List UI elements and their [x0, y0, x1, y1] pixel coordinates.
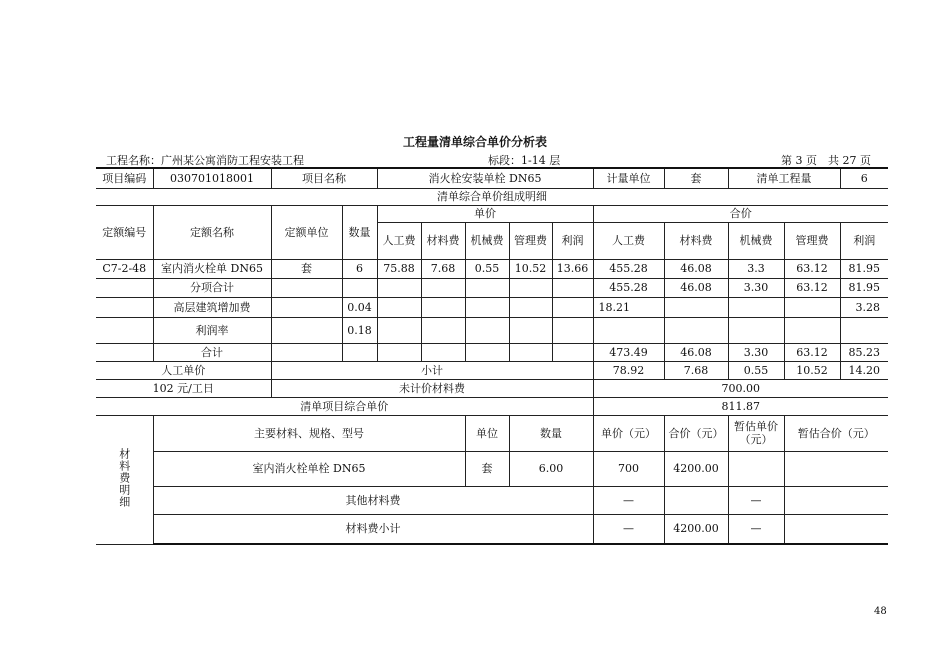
cell: [342, 343, 377, 361]
quota-name: 室内消火栓单 DN65: [153, 259, 271, 278]
cell: [509, 317, 552, 343]
cell: [784, 297, 840, 317]
cell: [664, 317, 728, 343]
cell: [552, 343, 593, 361]
col-material-unit: 单位: [465, 415, 509, 451]
materials-side-text: 材料费明细: [117, 448, 131, 508]
row-label: 小计: [271, 361, 593, 379]
cell: [664, 297, 728, 317]
table-row: [96, 486, 888, 514]
material-qty: 6.00: [509, 451, 593, 486]
cell: —: [728, 514, 784, 544]
cell: 78.92: [593, 361, 664, 379]
col-u-mgmt: 管理费: [509, 222, 552, 259]
table-row: [96, 317, 888, 343]
cell: 63.12: [784, 343, 840, 361]
col-quota-unit: 定额单位: [271, 205, 342, 259]
cell: [728, 317, 784, 343]
cell: —: [593, 514, 664, 544]
cell: 7.68: [421, 259, 465, 278]
material-name: 室内消火栓单栓 DN65: [153, 451, 465, 486]
row-label: 高层建筑增加费: [153, 297, 271, 317]
table-row: [96, 297, 888, 317]
info-row: [96, 168, 888, 188]
cell: 81.95: [840, 259, 888, 278]
col-t-mgmt: 管理费: [784, 222, 840, 259]
table-row: [96, 415, 888, 451]
table-row: [96, 379, 888, 397]
cell: [784, 486, 888, 514]
cell: [509, 297, 552, 317]
col-t-material: 材料费: [664, 222, 728, 259]
cell: 455.28: [593, 259, 664, 278]
row-label: 人工单价: [96, 361, 271, 379]
row-label: 材料费小计: [153, 514, 593, 544]
col-material-total-price: 合价（元）: [664, 415, 728, 451]
cell: 3.30: [728, 278, 784, 297]
col-t-labor: 人工费: [593, 222, 664, 259]
cell: 13.66: [552, 259, 593, 278]
cell: [377, 317, 421, 343]
cell: [728, 451, 784, 486]
col-u-material: 材料费: [421, 222, 465, 259]
cell: [421, 297, 465, 317]
code-value: 030701018001: [153, 168, 271, 188]
cell: 10.52: [509, 259, 552, 278]
cell: 81.95: [840, 278, 888, 297]
cell: [377, 297, 421, 317]
material-unit: 套: [465, 451, 509, 486]
cell: 3.28: [840, 297, 888, 317]
cell: [96, 297, 153, 317]
row-label: 其他材料费: [153, 486, 593, 514]
cell: 75.88: [377, 259, 421, 278]
cell: [465, 343, 509, 361]
page-indicator: 第 3 页 共 27 页: [781, 154, 871, 167]
cell: [784, 451, 888, 486]
cell: 700.00: [593, 379, 888, 397]
cell: 0.04: [342, 297, 377, 317]
code-label: 项目编码: [96, 168, 153, 188]
row-label: 合计: [153, 343, 271, 361]
cell: [664, 486, 728, 514]
col-unit-price: 单价: [377, 205, 593, 222]
page-number: 48: [874, 606, 887, 617]
cell: 46.08: [664, 259, 728, 278]
col-t-machine: 机械费: [728, 222, 784, 259]
material-unit-price: 700: [593, 451, 664, 486]
cell: [552, 297, 593, 317]
quota-code: C7-2-48: [96, 259, 153, 278]
cell: 0.55: [728, 361, 784, 379]
col-material-est-unit-price: 暂估单价（元）: [728, 415, 784, 451]
material-total-price: 4200.00: [664, 451, 728, 486]
cell: [840, 317, 888, 343]
row-label: 分项合计: [153, 278, 271, 297]
cell: [509, 278, 552, 297]
cell: 85.23: [840, 343, 888, 361]
composite-value: 811.87: [593, 397, 888, 415]
cell: 3.3: [728, 259, 784, 278]
col-u-machine: 机械费: [465, 222, 509, 259]
cell: 46.08: [664, 343, 728, 361]
item-name-label: 项目名称: [271, 168, 377, 188]
cell: [593, 317, 664, 343]
col-total-price: 合价: [593, 205, 888, 222]
cell: [784, 514, 888, 544]
cell: 7.68: [664, 361, 728, 379]
cell: 14.20: [840, 361, 888, 379]
cell: 63.12: [784, 259, 840, 278]
col-quota-code: 定额编号: [96, 205, 153, 259]
cell: [465, 317, 509, 343]
project-name: 工程名称：广州某公寓消防工程安装工程: [106, 154, 304, 167]
item-name-value: 消火栓安装单栓 DN65: [377, 168, 593, 188]
cell: [465, 278, 509, 297]
cell: [421, 278, 465, 297]
col-material-qty: 数量: [509, 415, 593, 451]
col-material-est-total-price: 暂估合价（元）: [784, 415, 888, 451]
cell: [342, 278, 377, 297]
materials-side-label: [96, 415, 153, 544]
table-row: [96, 361, 888, 379]
table-row: [96, 451, 888, 486]
cell: [271, 317, 342, 343]
col-quota-name: 定额名称: [153, 205, 271, 259]
analysis-table: [96, 167, 888, 545]
cell: [509, 343, 552, 361]
page-title: 工程量清单综合单价分析表: [402, 135, 547, 149]
quota-unit: 套: [271, 259, 342, 278]
cell: [271, 297, 342, 317]
labor-rate: 102 元/工日: [96, 379, 271, 397]
qty-value: 6: [840, 168, 888, 188]
cell: [271, 278, 342, 297]
cell: —: [728, 486, 784, 514]
cell: 3.30: [728, 343, 784, 361]
cell: 0.55: [465, 259, 509, 278]
cell: 455.28: [593, 278, 664, 297]
cell: [377, 343, 421, 361]
table-row: [96, 343, 888, 361]
cell: 4200.00: [664, 514, 728, 544]
col-u-profit: 利润: [552, 222, 593, 259]
table-row: [96, 397, 888, 415]
table-row: [96, 514, 888, 544]
cell: [96, 317, 153, 343]
unit-label: 计量单位: [593, 168, 664, 188]
quota-qty: 6: [342, 259, 377, 278]
cell: [552, 278, 593, 297]
composition-title: 清单综合单价组成明细: [96, 188, 888, 205]
cell: [421, 343, 465, 361]
cell: [421, 317, 465, 343]
cell: —: [593, 486, 664, 514]
cell: [377, 278, 421, 297]
col-u-labor: 人工费: [377, 222, 421, 259]
cell: [552, 317, 593, 343]
col-quantity: 数量: [342, 205, 377, 259]
row-label: 未计价材料费: [271, 379, 593, 397]
cell: 473.49: [593, 343, 664, 361]
unit-value: 套: [664, 168, 728, 188]
col-material-unit-price: 单价（元）: [593, 415, 664, 451]
col-material-name: 主要材料、规格、型号: [153, 415, 465, 451]
cell: [96, 278, 153, 297]
row-label: 清单项目综合单价: [96, 397, 593, 415]
section-label: 标段：1-14 层: [488, 154, 561, 167]
row-label: 利润率: [153, 317, 271, 343]
cell: [96, 343, 153, 361]
table-row: [96, 259, 888, 278]
cell: 63.12: [784, 278, 840, 297]
qty-label: 清单工程量: [728, 168, 840, 188]
col-t-profit: 利润: [840, 222, 888, 259]
cell: 10.52: [784, 361, 840, 379]
table-row: [96, 278, 888, 297]
cell: 46.08: [664, 278, 728, 297]
cell: [271, 343, 342, 361]
cell: 0.18: [342, 317, 377, 343]
cell: [784, 317, 840, 343]
cell: 18.21: [593, 297, 664, 317]
cell: [728, 297, 784, 317]
cell: [465, 297, 509, 317]
